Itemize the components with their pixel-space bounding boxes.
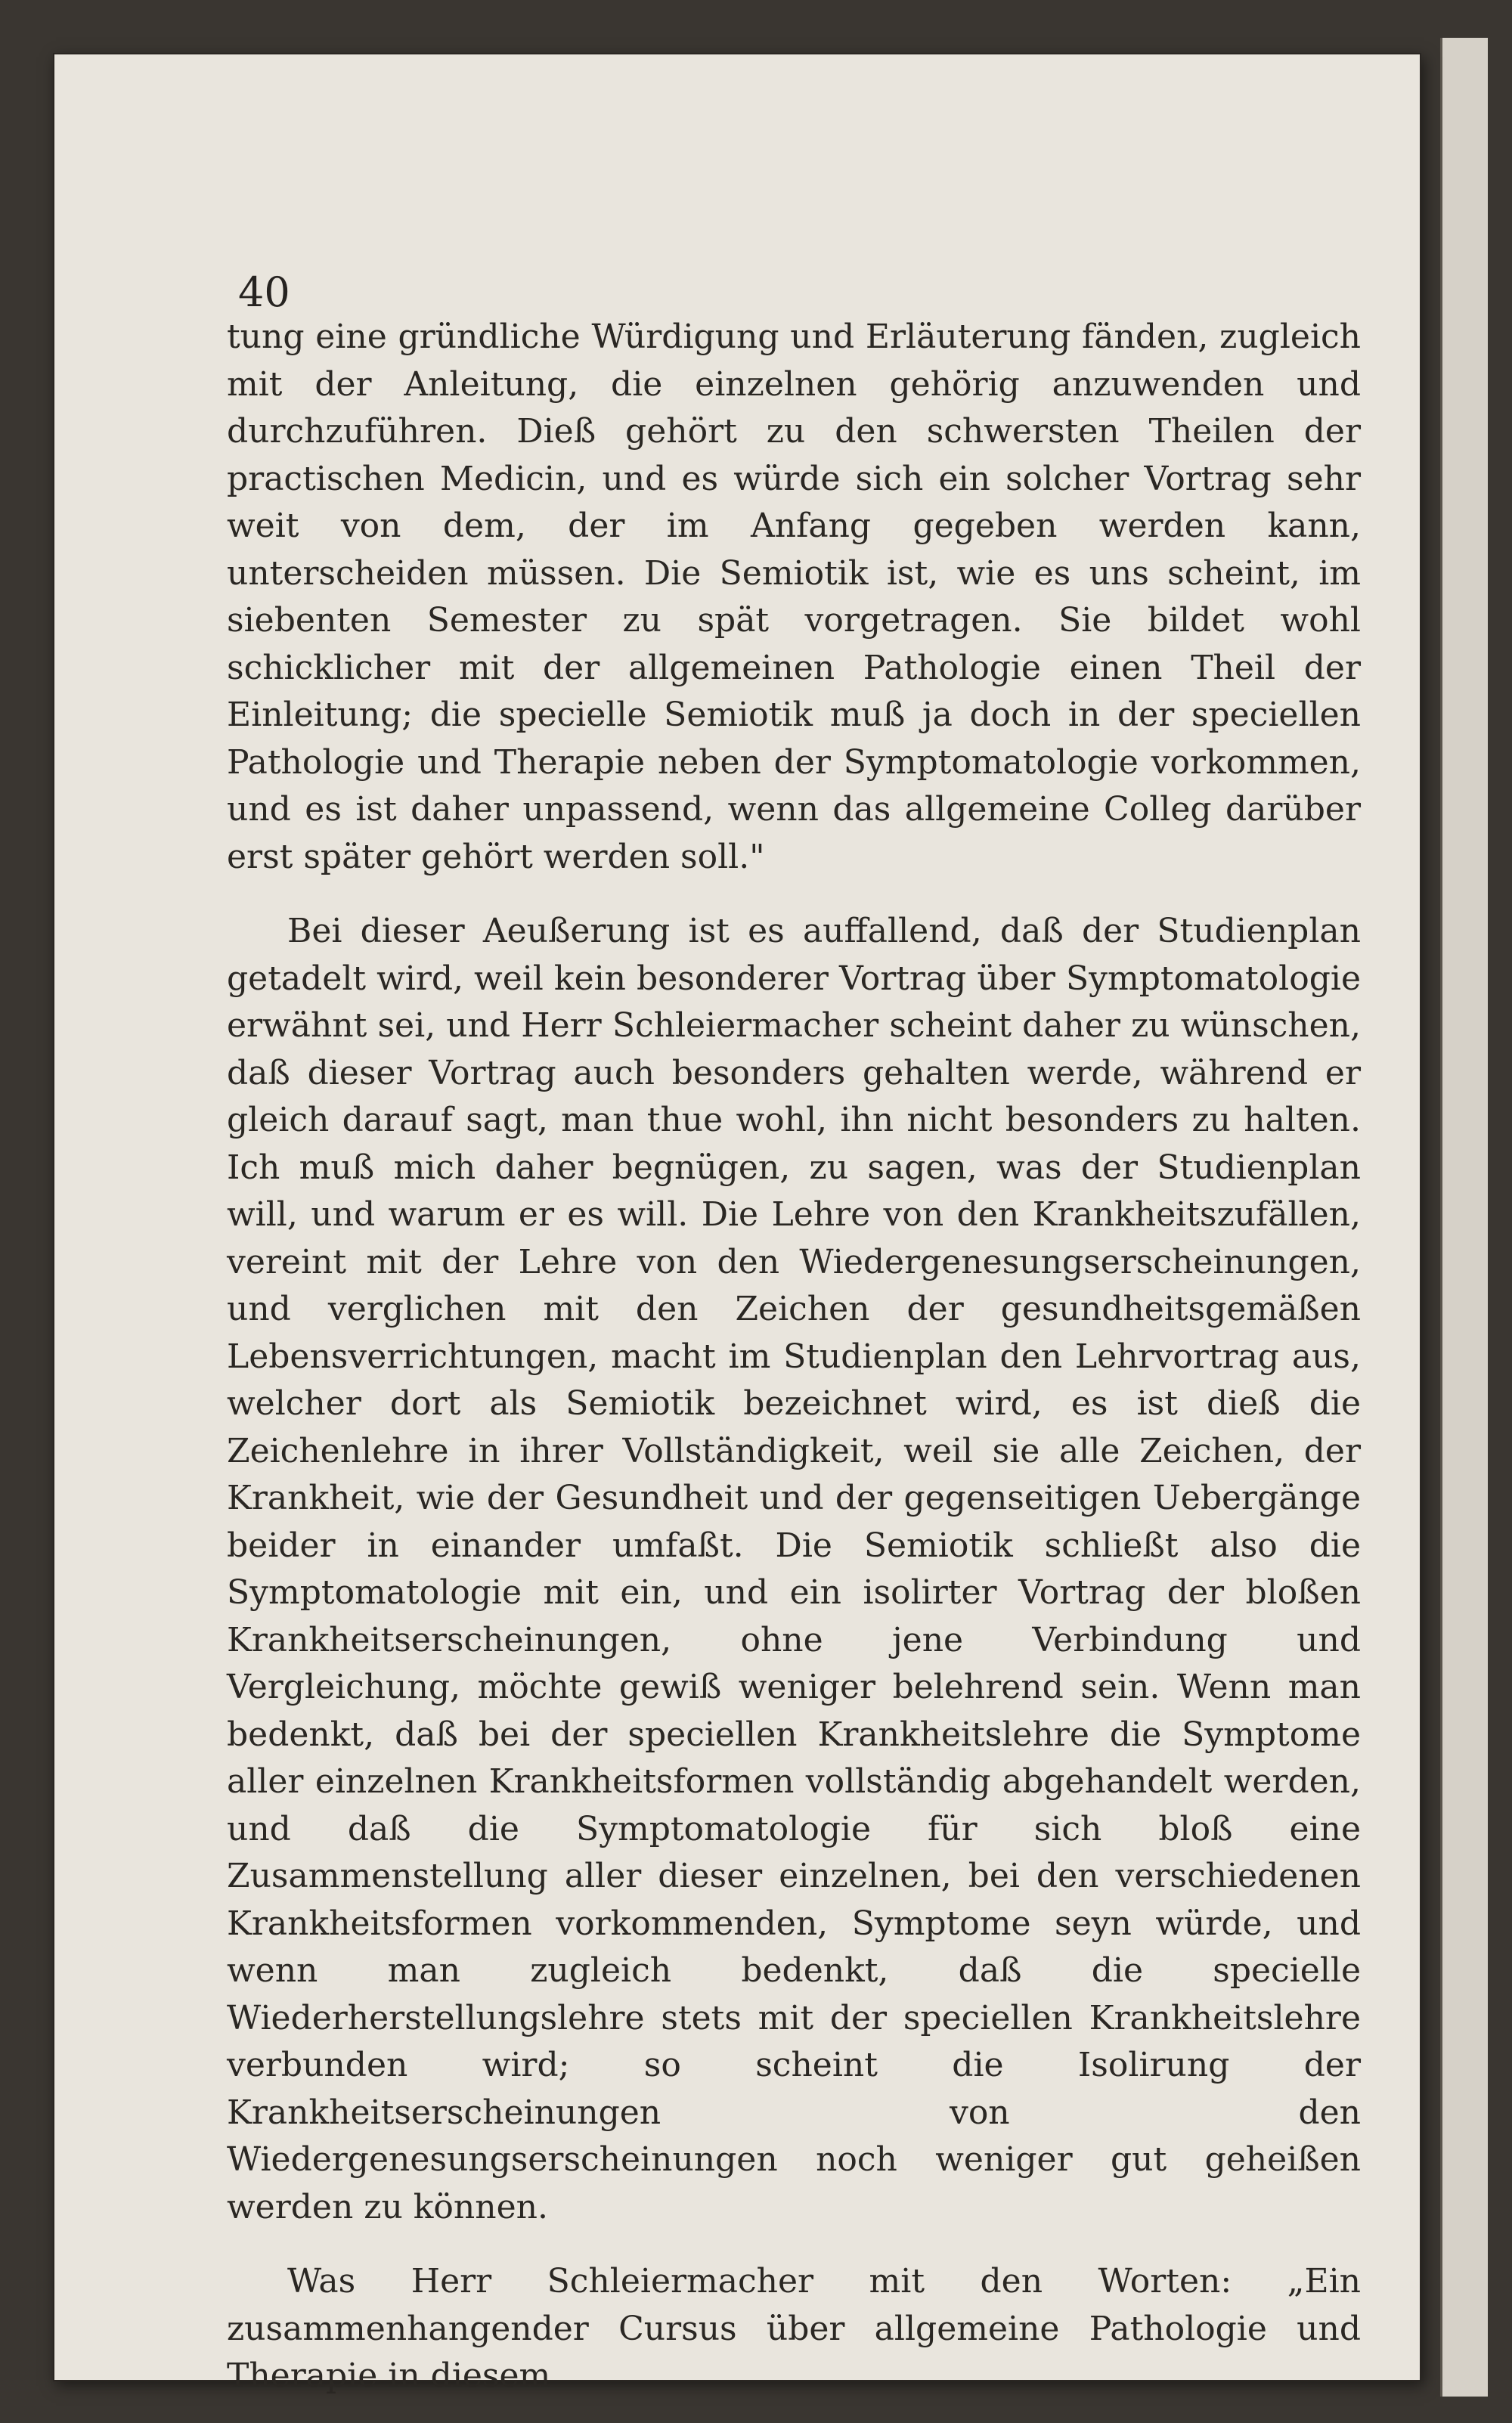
page-number: 40 <box>238 268 290 316</box>
paragraph-1: tung eine gründliche Würdigung und Erläuterung fänden, zugleich mit der Anleitung, die einzelnen gehörig anzuwenden und durchzuführen. Dieß gehört zu den schwersten Theilen der practischen Medicin, und es würde sich ein solcher Vortrag sehr weit von dem, der im Anfang gegeben werden kann, unterscheiden müssen. Die Semiotik ist, wie es uns scheint, im siebenten Semester zu spät vorgetragen. Sie bildet wohl schicklicher mit der allgemeinen Pathologie einen Theil der Einleitung; die specielle Semiotik muß ja doch in der speciellen Pathologie und Therapie neben der Symptomatologie vorkommen, und es ist daher unpassend, wenn das allgemeine Colleg darüber erst später gehört werden soll." <box>227 318 1361 876</box>
next-page-edge <box>1440 38 1488 2397</box>
body-text <box>227 314 1361 2400</box>
paragraph-2: Bei dieser Aeußerung ist es auffallend, daß der Studienplan getadelt wird, weil kein besonderer Vortrag über Symptomatologie erwähnt sei, und Herr Schleiermacher scheint daher zu wünschen, daß dieser Vortrag auch besonders gehalten werde, während er gleich darauf sagt, man thue wohl, ihn nicht besonders zu halten. Ich muß mich daher begnügen, zu sagen, was der Studienplan will, und warum er es will. Die Lehre von den Krankheitszufällen, vereint mit der Lehre von den Wiedergenesungserscheinungen, und verglichen mit den Zeichen der gesundheitsgemäßen Lebensverrichtungen, macht im Studienplan den Lehrvortrag aus, welcher dort als Semiotik bezeichnet wird, es ist dieß die Zeichenlehre in ihrer Vollständigkeit, weil sie alle Zeichen, der Krankheit, wie der Gesundheit und der gegenseitigen Uebergänge beider in einander umfaßt. Die Semiotik schließt also die Symptomatologie mit ein, und ein isolirter Vortrag der bloßen Krankheitserscheinungen, ohne jene Verbindung und Vergleichung, möchte gewiß weniger belehrend sein. Wenn man bedenkt, daß bei der speciellen Krankheitslehre die Symptome aller einzelnen Krankheitsformen vollständig abgehandelt werden, und daß die Symptomatologie für sich bloß eine Zusammenstellung aller dieser einzelnen, bei den verschiedenen Krankheitsformen vorkommenden, Symptome seyn würde, und wenn man zugleich bedenkt, daß die specielle Wiederherstellungslehre stets mit der speciellen Krankheitslehre verbunden wird; so scheint die Isolirung der Krankheitserscheinungen von den Wiedergenesungserscheinungen noch weniger gut geheißen werden zu können. <box>227 912 1361 2226</box>
paragraph-3: Was Herr Schleiermacher mit den Worten: „Ein zusammenhangender Cursus über allgemeine Pathologie und Therapie in diesem <box>227 2262 1361 2395</box>
